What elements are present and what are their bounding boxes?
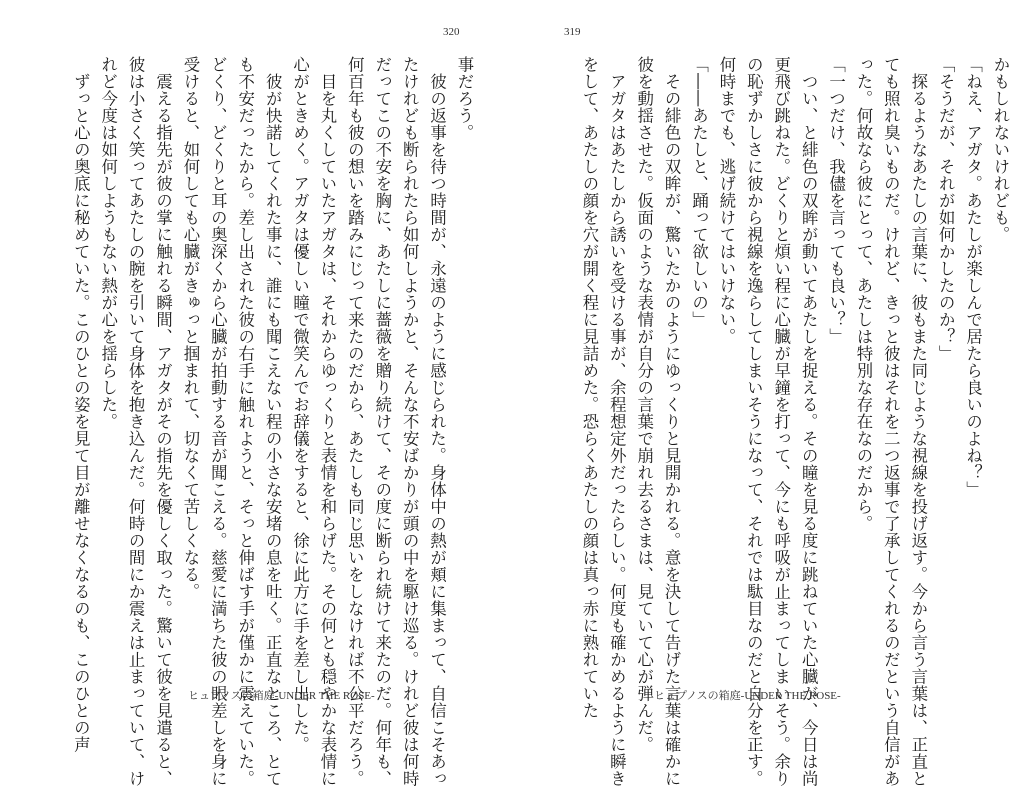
- body-text: 事だろう。 彼の返事を待つ時間が、永遠のように感じられた。身体中の熱が頬に集まって、自信こそあっ たけれども断られたら如何しようかと、そんな不安ばかりが頭の中を駆け巡る。けれど彼は何時 だってこの不安を胸に、あたしに薔薇を贈り続けて、その度に断られ続けて来たのだ。何年も、 何百年も彼の想いを踏みにじって来たのだから、あたしも同じ思いをしなければ不公平だろう。 目を丸くしていたアガタは、それからゆっくりと表情を和らげた。その何とも穏やかな表情に 心がときめく。アガタは優しい瞳で微笑んでお辞儀をすると、徐に此方に手を差し出した。 彼が快諾してくれた事に、誰にも聞こえない程の小さな安堵の息を吐く。正直なところ、とて も不安だったから。差し出された彼の右手に触れようと、そっと伸ばす手が僅かに震えていた。 どくり、どくりと耳の奥深くから心臓が拍動する音が聞こえる。慈愛に満ちた彼の眼差しを身に 受けると、如何しても心臓がきゅっと掴まれて、切なくて苦しくなる。 震える指先が彼の掌に触れる瞬間、アガタがその指先を優しく取った。驚いて彼を見遣ると、 彼は小さく笑ってあたしの腕を引いて身体を抱き込んだ。何時の間にか震えは止まっていて、け れど今度は如何しようもない熱が心を揺らした。 ずっと心の奥底に秘めていた。このひとの姿を見て目が離せなくなるのも、このひとの声: [71, 56, 474, 787]
- body-text: かもしれないけれども。 「ねえ、アガタ。あたしが楽しんで居たら良いのよね？」 「そうだが、それが如何かしたのか？」 探るようなあたしの言葉に、彼もまた同じような視線を投げ返す。今から言う言葉は、正直と ても照れ臭いものだ。けれど、きっと彼はそれを二つ返事で了承してくれるのだという自信があ った。何故なら彼にとって、あたしは特別な存在なのだから。 「一つだけ、我儘を言っても良い？」 つい、と緋色の双眸が動いてあたしを捉える。その瞳を見る度に跳ねていた心臓が、今日は尚 更飛び跳ねた。どくりと煩い程に心臓が早鐘を打って、今にも呼吸が止まってしまいそう。余り の恥ずかしさに彼から視線を逸らしてしまいそうになって、それでは駄目なのだと自分を正す。 何時までも、逃げ続けてはいけない。 「――あたしと、踊って欲しいの」 その緋色の双眸が、驚いたかのようにゆっくりと見開かれる。意を決して告げた言葉は確かに 彼を動揺させた。仮面のような表情が自分の言葉で崩れ去るさまは、見ていて心が弾んだ。 アガタはあたしから誘いを受ける事が、余程想定外だったらしい。何度も確かめるように瞬き をして、あたしの顔を穴が開く程に見詰めた。恐らくあたしの顔は真っ赤に熟れていた: [579, 56, 1010, 787]
- right-page: [512, 0, 1024, 787]
- running-head: ヒュプノスの箱庭-UNDER THE ROSE-: [188, 690, 375, 702]
- page-number: 319: [564, 26, 581, 38]
- page-number: 320: [443, 26, 460, 38]
- running-head: ヒュプノスの箱庭-UNDER THE ROSE-: [654, 690, 841, 702]
